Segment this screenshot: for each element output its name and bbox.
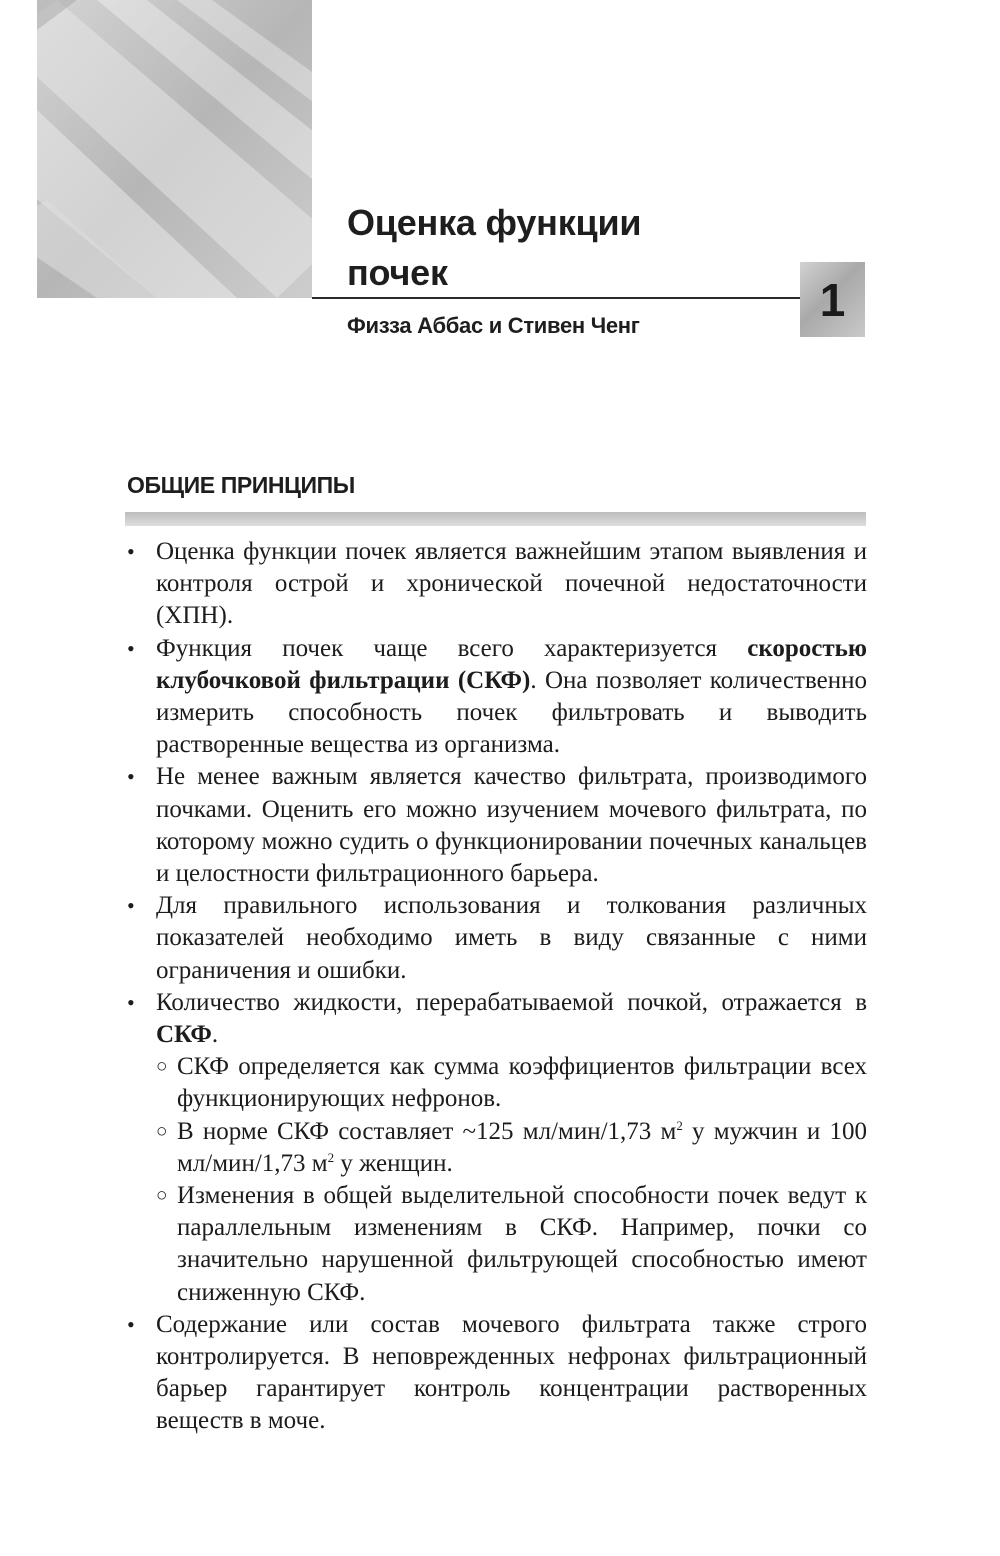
sub-list-item [127, 1180, 867, 1309]
bullet-marker: • [127, 539, 135, 564]
list-item-text: Для правильного использования и толкования различных показателей необходимо иметь в виду связанные с ними ограничения и ошибки. [156, 892, 867, 984]
list-item [127, 633, 867, 762]
sub-list-item-text: у мужчин и 100 мл/мин/1,73 м [177, 1117, 867, 1177]
sub-list-item [127, 1051, 867, 1115]
sub-list-item-text: у женщин. [334, 1149, 453, 1177]
list-item-text: Количество жидкости, перерабатываемой почкой, отражается в [156, 988, 867, 1016]
list-item-text: Оценка функции почек является важнейшим этапом выявления и контроля острой и хронической почечной недостаточности (ХПН). [156, 538, 867, 630]
chapter-title [347, 198, 767, 298]
bullet-marker: • [127, 764, 135, 790]
list-item-text: . Она позволяет количественно измерить способность почек фильтровать и выводить растворенные вещества из организма. [156, 666, 867, 759]
title-divider [312, 297, 800, 299]
superscript: 2 [676, 1117, 683, 1133]
term-gfr-short: СКФ [156, 1021, 212, 1049]
section-heading-bar [125, 512, 866, 526]
sub-list-item [127, 1116, 867, 1180]
list-item-text: Функция почек чаще всего характеризуется [156, 634, 748, 662]
list-item [127, 890, 867, 987]
list-item-text: . [211, 1021, 219, 1049]
bullet-marker: • [127, 1311, 135, 1337]
body-text [127, 536, 867, 1438]
term-gfr: скоростью клубочковой фильтрации (СКФ) [156, 634, 867, 694]
chapter-number: 1 [819, 273, 846, 326]
list-item [127, 987, 867, 1051]
bullet-marker: • [127, 989, 135, 1015]
list-item [127, 536, 867, 633]
sub-bullet-marker: ○ [156, 1056, 168, 1078]
list-item-text: Содержание или состав мочевого фильтрата также строго контролируется. В неповрежденных нефронах фильтрационный барьер гарантирует контроль концентрации растворенных веществ в моче. [156, 1310, 867, 1435]
superscript: 2 [327, 1149, 335, 1165]
chapter-authors: Физза Аббас и Стивен Ченг [347, 313, 640, 338]
bullet-marker: • [127, 635, 135, 661]
bullet-marker: • [127, 893, 135, 919]
sub-bullet-marker: ○ [156, 1120, 168, 1142]
list-item-text: Не менее важным является качество фильтрата, производимого почками. Оценить его можно изучением мочевого фильтрата, по которому можно судить о функционировании почечных канальцев и целостности фильтрационного барьера. [156, 763, 867, 888]
section-heading: ОБЩИЕ ПРИНЦИПЫ [127, 472, 355, 498]
chapter-title-line-2: почек [347, 252, 448, 293]
list-item [127, 1309, 867, 1438]
sub-list-item-text: В норме СКФ составляет ~125 мл/мин/1,73 м [177, 1117, 677, 1145]
sub-bullet-marker: ○ [156, 1185, 168, 1207]
sub-list-item-text: Изменения в общей выделительной способности почек ведут к параллельным изменениям в СКФ. Например, почки со значительно нарушенной фильтрующей способностью имеют сниженную СКФ. [177, 1182, 867, 1306]
chapter-title-line-1: Оценка функции [347, 202, 642, 243]
decorative-header-art [37, 0, 312, 298]
chapter-number-box [800, 262, 865, 337]
sub-list-item-text: СКФ определяется как сумма коэффициентов фильтрации всех функционирующих нефронов. [177, 1053, 867, 1113]
list-item [127, 761, 867, 890]
